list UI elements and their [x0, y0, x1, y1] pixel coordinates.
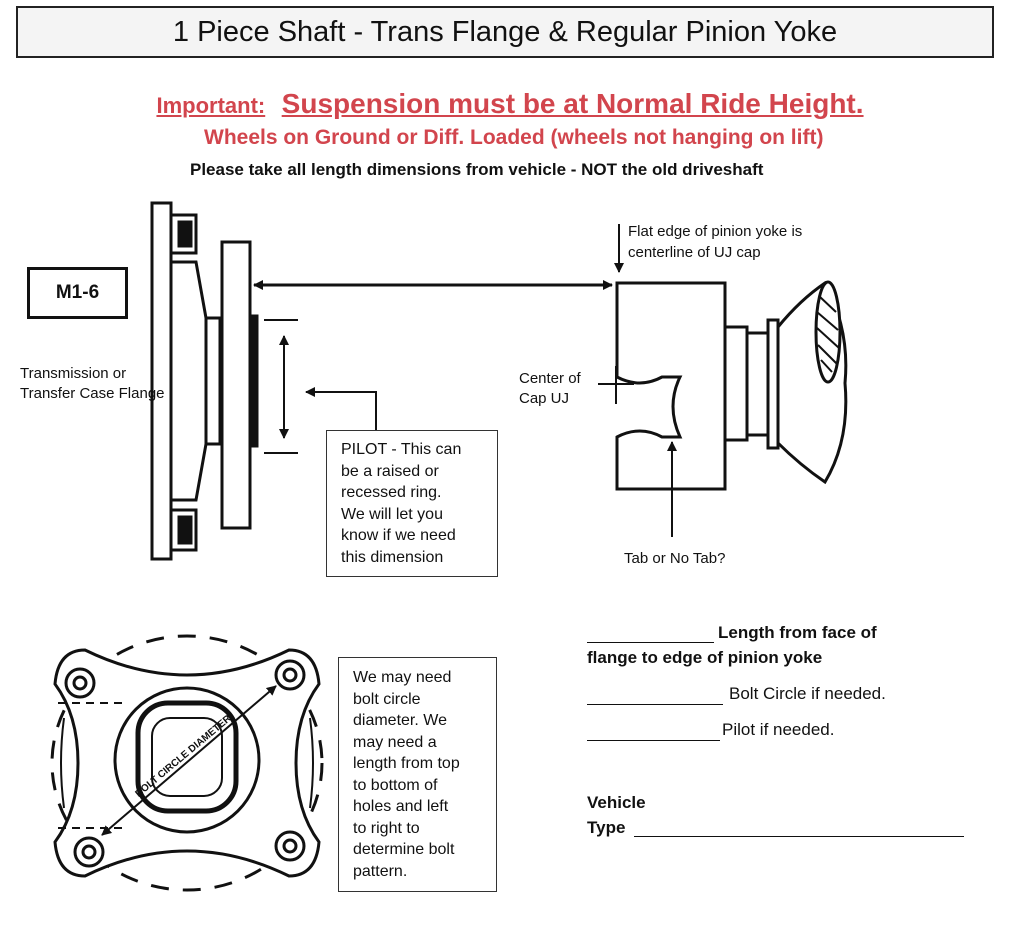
pilot-note-line: know if we need — [341, 527, 456, 544]
important-label: Important: — [156, 93, 266, 118]
type-label: Type — [587, 818, 626, 837]
bolt-note-box — [338, 657, 497, 892]
bolt-note-line: to right to — [353, 819, 420, 837]
bolt-note-line: We may need — [353, 669, 452, 686]
transmission-flange-drawing — [152, 203, 257, 559]
bolt-note-line: diameter. We — [353, 712, 447, 729]
tab-label: Tab or No Tab? — [624, 550, 726, 567]
length-note: Please take all length dimensions from vehicle - NOT the old driveshaft — [190, 160, 764, 179]
pilot-note-line: We will let you — [341, 505, 443, 523]
pilot-note-line: this dimension — [341, 548, 444, 566]
vehicle-type-field[interactable] — [634, 836, 964, 837]
center-cap-label-line1: Center of — [519, 370, 581, 387]
bolt-note-line: length from top — [353, 755, 460, 772]
pilot-note-box — [326, 430, 498, 577]
center-cap-label-line2: Cap UJ — [519, 390, 570, 407]
pilot-note-line: recessed ring. — [341, 484, 442, 501]
pilot-label: Pilot if needed. — [722, 720, 835, 739]
flat-edge-label-line1: Flat edge of pinion yoke is — [628, 223, 803, 240]
length-label-line1: Length from face of — [718, 623, 877, 642]
length-label-line2: flange to edge of pinion yoke — [587, 648, 823, 667]
length-field[interactable] — [587, 642, 714, 643]
pilot-note-line: PILOT - This can — [341, 441, 462, 458]
wheels-note: Wheels on Ground or Diff. Loaded (wheels not hanging on lift) — [204, 126, 824, 149]
trans-label-line1: Transmission or — [20, 365, 127, 382]
pilot-note-line: be a raised or — [341, 462, 439, 480]
bolt-circle-field[interactable] — [587, 704, 723, 705]
bolt-flange-drawing — [52, 636, 322, 890]
bolt-note-line: holes and left — [353, 798, 449, 815]
bolt-note-line: bolt circle — [353, 690, 421, 708]
bolt-circle-label: Bolt Circle if needed. — [729, 684, 886, 703]
important-headline: Suspension must be at Normal Ride Height. — [281, 88, 864, 119]
model-code-box: M1-6 — [27, 267, 128, 319]
bolt-circle-diameter-label: BOLT CIRCLE DIAMETER — [133, 713, 234, 800]
flat-edge-label-line2: centerline of UJ cap — [628, 244, 761, 261]
trans-label-line2: Transfer Case Flange — [20, 385, 165, 402]
bolt-note-line: to bottom of — [353, 776, 438, 794]
pilot-field[interactable] — [587, 740, 720, 741]
bolt-note-line: pattern. — [353, 862, 408, 880]
page-title: 1 Piece Shaft - Trans Flange & Regular Pinion Yoke — [16, 6, 994, 58]
bolt-note-line: determine bolt — [353, 841, 455, 858]
pinion-yoke-drawing — [617, 282, 846, 489]
vehicle-label: Vehicle — [587, 793, 646, 812]
bolt-note-line: may need a — [353, 733, 437, 751]
